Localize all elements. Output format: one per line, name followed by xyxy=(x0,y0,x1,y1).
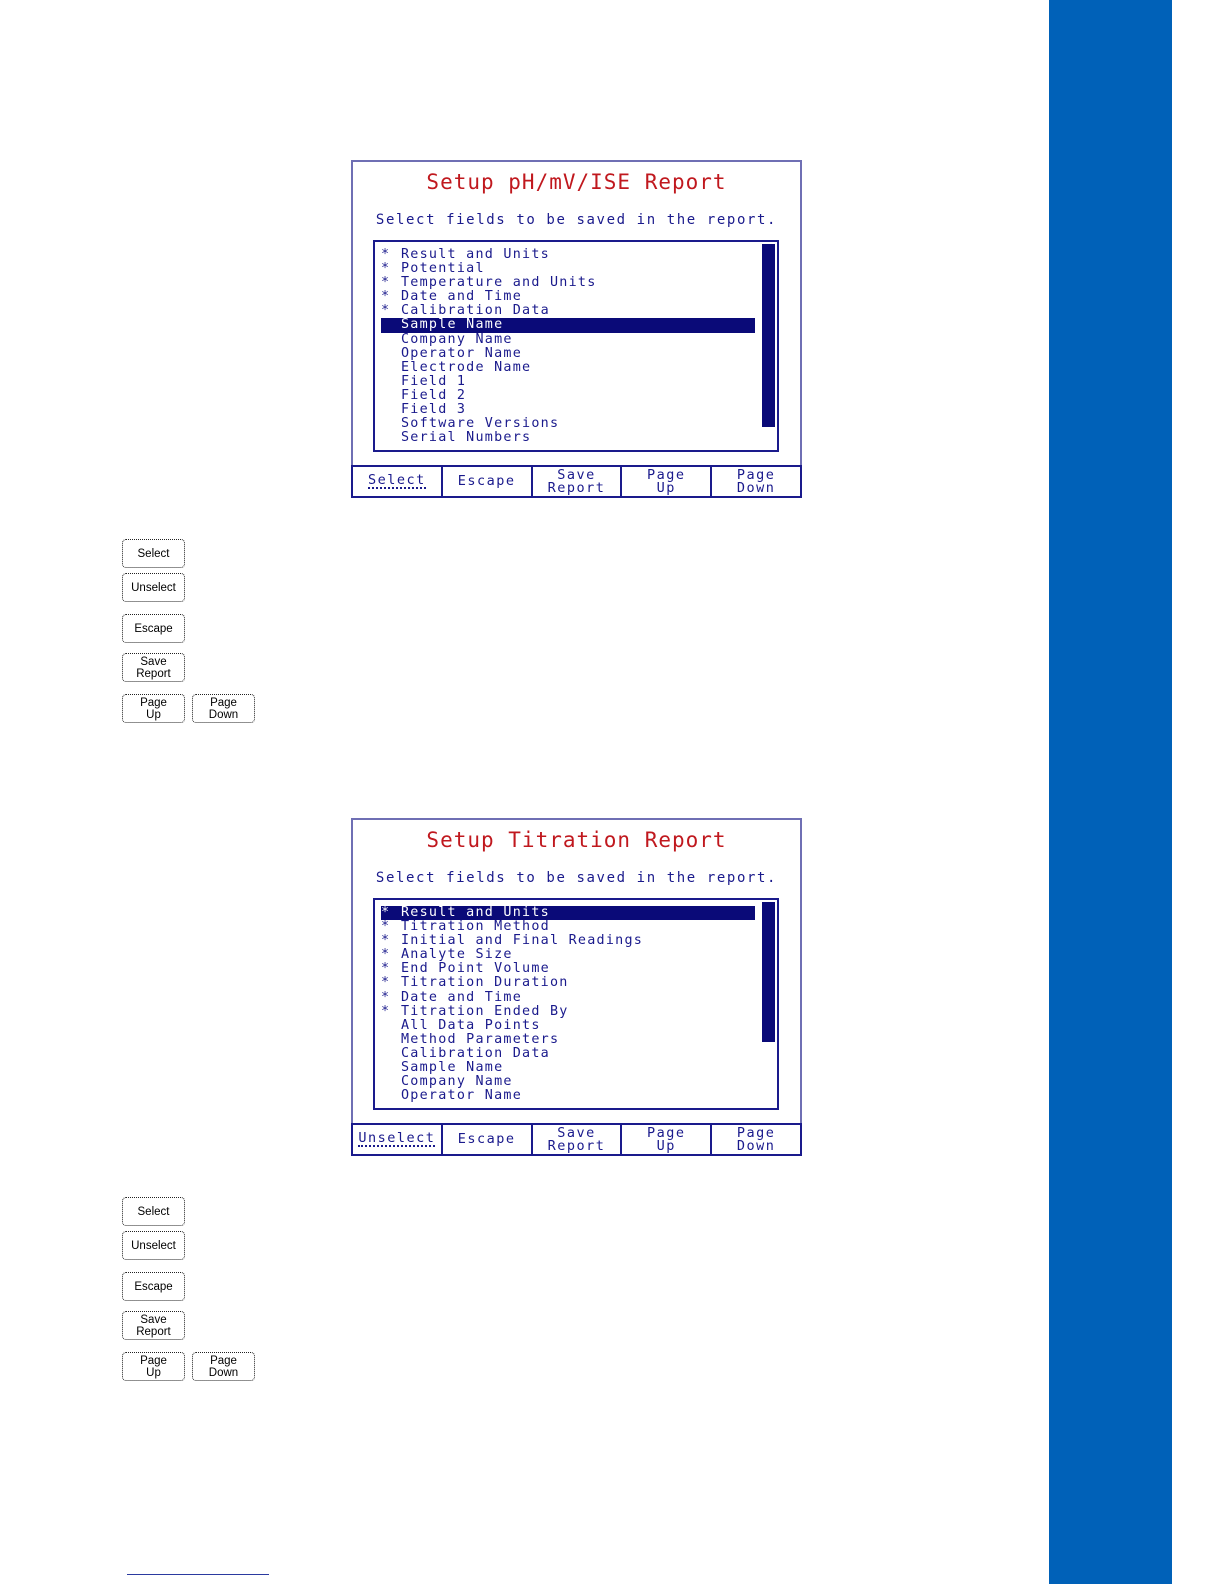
report-fields-list xyxy=(373,240,779,452)
selected-marker: * xyxy=(381,1003,391,1019)
page-down-key[interactable] xyxy=(192,694,255,723)
select-key[interactable] xyxy=(122,539,185,568)
page-up-key[interactable] xyxy=(122,694,185,723)
softkey-page-up[interactable] xyxy=(622,467,712,496)
list-item-label: Field 3 xyxy=(401,402,467,418)
escape-key[interactable] xyxy=(122,1272,185,1301)
softkey-bar xyxy=(351,1123,802,1156)
list-item[interactable] xyxy=(381,248,755,262)
list-item-label: Operator Name xyxy=(401,1088,523,1104)
save-report-key[interactable] xyxy=(122,1311,185,1340)
list-item[interactable] xyxy=(381,403,755,417)
list-item-label: Operator Name xyxy=(401,345,523,361)
softkey-label: Unselect xyxy=(358,1130,436,1147)
list-item-label: End Point Volume xyxy=(401,961,550,977)
list-item[interactable] xyxy=(381,962,755,976)
softkey-page-up[interactable] xyxy=(622,1125,712,1154)
softkey-label-line1: Page xyxy=(736,1125,776,1141)
softkey-label: Escape xyxy=(457,473,516,490)
selected-marker: * xyxy=(381,947,391,963)
key-label: Select xyxy=(137,547,170,560)
list-item-label: Calibration Data xyxy=(401,1045,550,1061)
selected-marker: * xyxy=(381,989,391,1005)
key-label-line2: Up xyxy=(146,1366,161,1379)
key-label-line2: Down xyxy=(208,708,239,721)
titration-report-screen xyxy=(351,818,802,1156)
screen-title: Setup pH/mV/ISE Report xyxy=(426,170,727,194)
key-label: Select xyxy=(137,1205,170,1218)
page-up-key[interactable] xyxy=(122,1352,185,1381)
softkey-label-line1: Page xyxy=(647,467,686,483)
list-item[interactable] xyxy=(381,920,755,934)
selected-marker: * xyxy=(381,289,391,305)
softkey-label-line1: Page xyxy=(647,1125,686,1141)
unselect-key[interactable] xyxy=(122,573,185,602)
key-label: Escape xyxy=(134,622,173,635)
key-label-line1: Save xyxy=(140,1313,167,1326)
selected-marker: * xyxy=(381,303,391,319)
list-item[interactable] xyxy=(381,1075,755,1089)
selected-marker: * xyxy=(381,919,391,935)
list-item-label: Company Name xyxy=(401,1074,513,1090)
list-item-label: Serial Numbers xyxy=(401,430,532,446)
softkey-save-report[interactable] xyxy=(533,467,623,496)
list-item-label: All Data Points xyxy=(401,1017,541,1033)
list-item-label: Date and Time xyxy=(401,289,523,305)
softkey-label-line2: Report xyxy=(547,479,606,496)
list-item-label: Result and Units xyxy=(401,905,550,920)
softkey-bar xyxy=(351,465,802,498)
key-label-line1: Page xyxy=(140,696,167,709)
list-item[interactable] xyxy=(381,976,755,990)
unselect-key[interactable] xyxy=(122,1231,185,1260)
list-item[interactable] xyxy=(381,1061,755,1075)
softkey-label-line1: Save xyxy=(557,467,596,483)
softkey-page-down[interactable] xyxy=(712,467,800,496)
list-item[interactable] xyxy=(381,934,755,948)
list-scrollbar[interactable] xyxy=(762,244,775,427)
page-down-key[interactable] xyxy=(192,1352,255,1381)
key-label: Escape xyxy=(134,1280,173,1293)
list-item-label: Initial and Final Readings xyxy=(401,933,644,949)
list-item[interactable] xyxy=(381,1033,755,1047)
list-item-label: Sample Name xyxy=(401,317,504,333)
key-label-line1: Save xyxy=(140,655,167,668)
softkey-select[interactable] xyxy=(353,467,443,496)
list-item-label: Titration Duration xyxy=(401,975,569,991)
ise-report-screen xyxy=(351,160,802,498)
list-rows xyxy=(381,248,755,445)
footnote-rule xyxy=(127,1574,269,1575)
list-item-label: Method Parameters xyxy=(401,1031,560,1047)
select-key[interactable] xyxy=(122,1197,185,1226)
softkey-label-line2: Report xyxy=(547,1137,606,1154)
list-item[interactable] xyxy=(381,1019,755,1033)
softkey-label-line2: Up xyxy=(656,479,676,496)
key-label-line2: Down xyxy=(208,1366,239,1379)
selected-marker: * xyxy=(381,247,391,262)
list-item-label: Titration Method xyxy=(401,919,550,935)
list-item-label: Field 2 xyxy=(401,387,467,403)
key-label: Unselect xyxy=(131,1239,176,1252)
list-item[interactable] xyxy=(381,375,755,389)
key-label-line1: Page xyxy=(210,696,237,709)
list-item-label: Field 1 xyxy=(401,373,467,389)
key-label-line2: Report xyxy=(136,1325,171,1338)
list-item[interactable] xyxy=(381,262,755,276)
list-item[interactable] xyxy=(381,991,755,1005)
screen-instruction: Select fields to be saved in the report. xyxy=(375,212,778,228)
list-item[interactable] xyxy=(381,431,755,445)
screen-instruction: Select fields to be saved in the report. xyxy=(375,870,778,886)
softkey-label-line1: Save xyxy=(557,1125,596,1141)
list-item[interactable] xyxy=(381,361,755,375)
key-label-line2: Up xyxy=(146,708,161,721)
softkey-label-line2: Down xyxy=(736,1137,776,1154)
selected-marker: * xyxy=(381,975,391,991)
softkey-escape[interactable] xyxy=(443,467,533,496)
list-item[interactable] xyxy=(381,347,755,361)
list-item[interactable] xyxy=(381,1089,755,1103)
selected-marker: * xyxy=(381,261,391,277)
key-label-line1: Page xyxy=(140,1354,167,1367)
list-item-label: Company Name xyxy=(401,331,513,347)
softkey-label: Escape xyxy=(457,1131,516,1148)
softkey-label: Select xyxy=(368,472,426,489)
list-item-label: Potential xyxy=(401,261,485,277)
save-report-key[interactable] xyxy=(122,653,185,682)
key-label-line2: Report xyxy=(136,667,171,680)
list-item[interactable] xyxy=(381,389,755,403)
key-label-line1: Page xyxy=(210,1354,237,1367)
softkey-label-line1: Page xyxy=(736,467,776,483)
list-item-label: Calibration Data xyxy=(401,303,550,319)
list-item-label: Date and Time xyxy=(401,989,523,1005)
softkey-label-line2: Up xyxy=(656,1137,676,1154)
key-label: Unselect xyxy=(131,581,176,594)
screen-title: Setup Titration Report xyxy=(426,828,727,852)
softkey-unselect[interactable] xyxy=(353,1125,443,1154)
list-item[interactable] xyxy=(381,906,755,920)
softkey-escape[interactable] xyxy=(443,1125,533,1154)
side-tab-bar xyxy=(1049,0,1172,1584)
list-item-label: Software Versions xyxy=(401,416,560,432)
list-item[interactable] xyxy=(381,948,755,962)
softkey-label-line2: Down xyxy=(736,479,776,496)
list-item[interactable] xyxy=(381,333,755,347)
report-fields-list xyxy=(373,898,779,1110)
list-item-label: Sample Name xyxy=(401,1060,504,1076)
list-item[interactable] xyxy=(381,1047,755,1061)
selected-marker: * xyxy=(381,905,391,920)
list-item-label: Titration Ended By xyxy=(401,1003,569,1019)
softkey-save-report[interactable] xyxy=(533,1125,623,1154)
list-item[interactable] xyxy=(381,1005,755,1019)
list-rows xyxy=(381,906,755,1103)
selected-marker: * xyxy=(381,275,391,291)
list-item-label: Electrode Name xyxy=(401,359,532,375)
softkey-page-down[interactable] xyxy=(712,1125,800,1154)
list-item[interactable] xyxy=(381,318,755,332)
list-item-label: Result and Units xyxy=(401,247,550,262)
selected-marker: * xyxy=(381,961,391,977)
list-item-label: Temperature and Units xyxy=(401,275,597,291)
list-item[interactable] xyxy=(381,290,755,304)
selected-marker: * xyxy=(381,933,391,949)
list-item[interactable] xyxy=(381,304,755,318)
list-item[interactable] xyxy=(381,417,755,431)
list-item[interactable] xyxy=(381,276,755,290)
escape-key[interactable] xyxy=(122,614,185,643)
list-scrollbar[interactable] xyxy=(762,902,775,1042)
list-item-label: Analyte Size xyxy=(401,947,513,963)
